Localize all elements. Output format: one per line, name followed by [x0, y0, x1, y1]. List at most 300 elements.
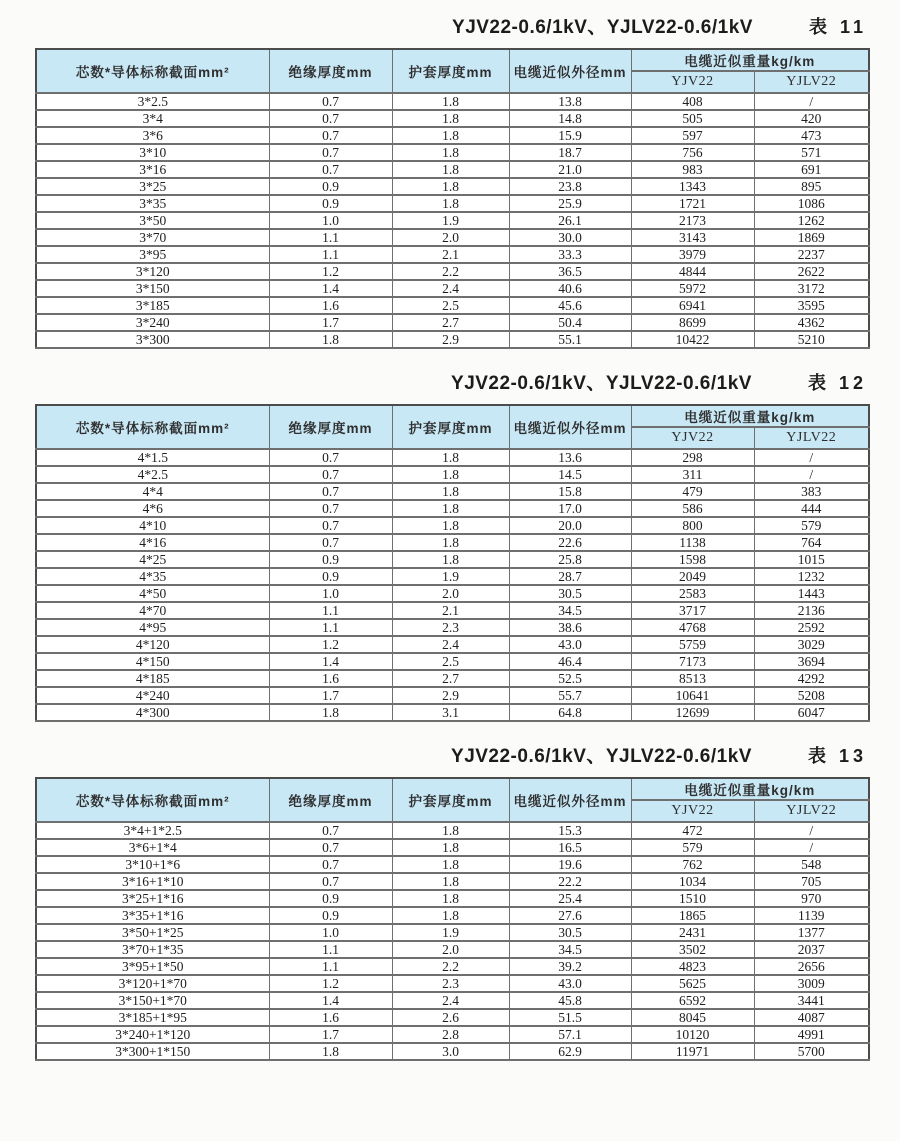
sheath-cell: 2.1	[392, 246, 509, 263]
col-header-diameter: 电缆近似外径mm	[509, 49, 631, 93]
sheath-cell: 2.0	[392, 229, 509, 246]
insulation-cell: 0.7	[269, 161, 392, 178]
yjlv22-weight-cell: 579	[754, 517, 869, 534]
table-row	[36, 907, 869, 924]
sheath-cell: 2.5	[392, 653, 509, 670]
diameter-cell: 38.6	[509, 619, 631, 636]
sheath-cell: 2.7	[392, 314, 509, 331]
yjv22-weight-cell: 408	[631, 93, 754, 110]
table-row	[36, 856, 869, 873]
col-header-yjv22: YJV22	[631, 427, 754, 449]
table-row	[36, 314, 869, 331]
insulation-cell: 1.7	[269, 1026, 392, 1043]
table-row	[36, 958, 869, 975]
table-title-row	[0, 368, 900, 395]
diameter-cell: 15.9	[509, 127, 631, 144]
yjlv22-weight-cell: 1377	[754, 924, 869, 941]
table-section-13	[0, 741, 900, 1061]
spec-cell: 3*300+1*150	[36, 1043, 269, 1060]
table-row	[36, 653, 869, 670]
diameter-cell: 45.8	[509, 992, 631, 1009]
yjlv22-weight-cell: /	[754, 839, 869, 856]
yjv22-weight-cell: 8045	[631, 1009, 754, 1026]
yjlv22-weight-cell: 2656	[754, 958, 869, 975]
diameter-cell: 62.9	[509, 1043, 631, 1060]
table-row	[36, 127, 869, 144]
spec-cell: 3*10+1*6	[36, 856, 269, 873]
yjv22-weight-cell: 1721	[631, 195, 754, 212]
diameter-cell: 25.4	[509, 890, 631, 907]
insulation-cell: 0.9	[269, 551, 392, 568]
yjv22-weight-cell: 597	[631, 127, 754, 144]
yjlv22-weight-cell: 473	[754, 127, 869, 144]
yjlv22-weight-cell: 383	[754, 483, 869, 500]
spec-cell: 3*150+1*70	[36, 992, 269, 1009]
table-row	[36, 687, 869, 704]
insulation-cell: 1.1	[269, 602, 392, 619]
yjv22-weight-cell: 1598	[631, 551, 754, 568]
yjlv22-weight-cell: 2136	[754, 602, 869, 619]
table-row	[36, 924, 869, 941]
yjv22-weight-cell: 2049	[631, 568, 754, 585]
sheath-cell: 2.5	[392, 297, 509, 314]
diameter-cell: 30.5	[509, 585, 631, 602]
table-row	[36, 500, 869, 517]
yjv22-weight-cell: 983	[631, 161, 754, 178]
insulation-cell: 1.0	[269, 924, 392, 941]
diameter-cell: 22.2	[509, 873, 631, 890]
diameter-cell: 34.5	[509, 602, 631, 619]
cable-spec-table	[35, 777, 870, 1061]
insulation-cell: 0.7	[269, 449, 392, 466]
table-row	[36, 992, 869, 1009]
yjv22-weight-cell: 756	[631, 144, 754, 161]
diameter-cell: 27.6	[509, 907, 631, 924]
diameter-cell: 15.8	[509, 483, 631, 500]
spec-cell: 4*95	[36, 619, 269, 636]
spec-cell: 3*70	[36, 229, 269, 246]
insulation-cell: 1.6	[269, 297, 392, 314]
diameter-cell: 28.7	[509, 568, 631, 585]
yjv22-weight-cell: 1343	[631, 178, 754, 195]
yjlv22-weight-cell: 3595	[754, 297, 869, 314]
insulation-cell: 0.7	[269, 873, 392, 890]
yjv22-weight-cell: 298	[631, 449, 754, 466]
table-row	[36, 195, 869, 212]
table-number: 表 13	[807, 745, 867, 766]
table-title: YJV22-0.6/1kV、YJLV22-0.6/1kV	[452, 17, 753, 38]
sheath-cell: 1.8	[392, 466, 509, 483]
table-row	[36, 873, 869, 890]
col-header-weight: 电缆近似重量kg/km	[631, 405, 869, 427]
table-row	[36, 331, 869, 348]
table-row	[36, 619, 869, 636]
spec-cell: 4*16	[36, 534, 269, 551]
table-row	[36, 568, 869, 585]
diameter-cell: 21.0	[509, 161, 631, 178]
sheath-cell: 1.8	[392, 144, 509, 161]
col-header-insulation: 绝缘厚度mm	[269, 405, 392, 449]
diameter-cell: 33.3	[509, 246, 631, 263]
insulation-cell: 0.7	[269, 822, 392, 839]
table-row	[36, 483, 869, 500]
yjlv22-weight-cell: 420	[754, 110, 869, 127]
diameter-cell: 55.1	[509, 331, 631, 348]
table-row	[36, 263, 869, 280]
insulation-cell: 0.7	[269, 110, 392, 127]
spec-cell: 3*50+1*25	[36, 924, 269, 941]
spec-cell: 3*95	[36, 246, 269, 263]
yjv22-weight-cell: 1865	[631, 907, 754, 924]
diameter-cell: 14.5	[509, 466, 631, 483]
col-header-spec: 芯数*导体标称截面mm²	[36, 49, 269, 93]
yjlv22-weight-cell: /	[754, 93, 869, 110]
insulation-cell: 0.7	[269, 856, 392, 873]
diameter-cell: 30.0	[509, 229, 631, 246]
yjlv22-weight-cell: 4292	[754, 670, 869, 687]
insulation-cell: 0.7	[269, 144, 392, 161]
sheath-cell: 1.8	[392, 110, 509, 127]
cable-spec-table	[35, 48, 870, 349]
col-header-sheath: 护套厚度mm	[392, 778, 509, 822]
insulation-cell: 1.8	[269, 704, 392, 721]
table-row	[36, 585, 869, 602]
yjlv22-weight-cell: 4362	[754, 314, 869, 331]
insulation-cell: 1.1	[269, 246, 392, 263]
sheath-cell: 1.8	[392, 873, 509, 890]
spec-cell: 3*50	[36, 212, 269, 229]
yjv22-weight-cell: 800	[631, 517, 754, 534]
table-body	[36, 822, 869, 1060]
diameter-cell: 57.1	[509, 1026, 631, 1043]
yjlv22-weight-cell: 1086	[754, 195, 869, 212]
insulation-cell: 1.4	[269, 280, 392, 297]
insulation-cell: 1.1	[269, 229, 392, 246]
insulation-cell: 0.9	[269, 178, 392, 195]
col-header-yjlv22: YJLV22	[754, 71, 869, 93]
insulation-cell: 0.7	[269, 127, 392, 144]
diameter-cell: 36.5	[509, 263, 631, 280]
diameter-cell: 15.3	[509, 822, 631, 839]
sheath-cell: 2.3	[392, 975, 509, 992]
sheath-cell: 1.8	[392, 907, 509, 924]
yjv22-weight-cell: 5972	[631, 280, 754, 297]
sheath-cell: 2.1	[392, 602, 509, 619]
table-row	[36, 975, 869, 992]
yjlv22-weight-cell: 1139	[754, 907, 869, 924]
col-header-weight: 电缆近似重量kg/km	[631, 49, 869, 71]
spec-cell: 3*6+1*4	[36, 839, 269, 856]
insulation-cell: 1.2	[269, 636, 392, 653]
yjlv22-weight-cell: 1443	[754, 585, 869, 602]
spec-cell: 3*10	[36, 144, 269, 161]
yjv22-weight-cell: 3502	[631, 941, 754, 958]
yjlv22-weight-cell: 3009	[754, 975, 869, 992]
yjv22-weight-cell: 505	[631, 110, 754, 127]
spec-cell: 4*300	[36, 704, 269, 721]
yjv22-weight-cell: 7173	[631, 653, 754, 670]
yjv22-weight-cell: 5625	[631, 975, 754, 992]
yjv22-weight-cell: 10120	[631, 1026, 754, 1043]
insulation-cell: 0.9	[269, 890, 392, 907]
table-row	[36, 449, 869, 466]
insulation-cell: 1.4	[269, 992, 392, 1009]
yjlv22-weight-cell: /	[754, 822, 869, 839]
yjlv22-weight-cell: 705	[754, 873, 869, 890]
yjv22-weight-cell: 2173	[631, 212, 754, 229]
yjlv22-weight-cell: 895	[754, 178, 869, 195]
table-row	[36, 178, 869, 195]
spec-cell: 3*70+1*35	[36, 941, 269, 958]
insulation-cell: 1.2	[269, 975, 392, 992]
col-header-diameter: 电缆近似外径mm	[509, 405, 631, 449]
col-header-diameter: 电缆近似外径mm	[509, 778, 631, 822]
insulation-cell: 1.8	[269, 331, 392, 348]
spec-cell: 3*35+1*16	[36, 907, 269, 924]
insulation-cell: 0.7	[269, 500, 392, 517]
yjlv22-weight-cell: 970	[754, 890, 869, 907]
spec-cell: 4*35	[36, 568, 269, 585]
table-title: YJV22-0.6/1kV、YJLV22-0.6/1kV	[451, 746, 752, 767]
yjv22-weight-cell: 479	[631, 483, 754, 500]
col-header-spec: 芯数*导体标称截面mm²	[36, 405, 269, 449]
table-row	[36, 212, 869, 229]
col-header-yjlv22: YJLV22	[754, 427, 869, 449]
yjv22-weight-cell: 762	[631, 856, 754, 873]
spec-cell: 3*6	[36, 127, 269, 144]
diameter-cell: 40.6	[509, 280, 631, 297]
diameter-cell: 13.6	[509, 449, 631, 466]
table-row	[36, 551, 869, 568]
spec-cell: 3*35	[36, 195, 269, 212]
diameter-cell: 43.0	[509, 975, 631, 992]
spec-cell: 4*240	[36, 687, 269, 704]
yjv22-weight-cell: 10641	[631, 687, 754, 704]
spec-cell: 3*240	[36, 314, 269, 331]
sheath-cell: 3.0	[392, 1043, 509, 1060]
sheath-cell: 1.8	[392, 161, 509, 178]
insulation-cell: 0.7	[269, 483, 392, 500]
diameter-cell: 55.7	[509, 687, 631, 704]
spec-cell: 3*120	[36, 263, 269, 280]
yjlv22-weight-cell: 1262	[754, 212, 869, 229]
insulation-cell: 0.7	[269, 839, 392, 856]
yjlv22-weight-cell: 5208	[754, 687, 869, 704]
yjlv22-weight-cell: 3694	[754, 653, 869, 670]
col-header-yjv22: YJV22	[631, 71, 754, 93]
table-row	[36, 670, 869, 687]
yjlv22-weight-cell: /	[754, 466, 869, 483]
yjlv22-weight-cell: 3441	[754, 992, 869, 1009]
diameter-cell: 25.8	[509, 551, 631, 568]
diameter-cell: 17.0	[509, 500, 631, 517]
spec-cell: 4*25	[36, 551, 269, 568]
spec-cell: 4*1.5	[36, 449, 269, 466]
yjv22-weight-cell: 6941	[631, 297, 754, 314]
spec-cell: 3*25+1*16	[36, 890, 269, 907]
table-row	[36, 941, 869, 958]
yjv22-weight-cell: 11971	[631, 1043, 754, 1060]
yjv22-weight-cell: 10422	[631, 331, 754, 348]
yjlv22-weight-cell: 6047	[754, 704, 869, 721]
col-header-sheath: 护套厚度mm	[392, 405, 509, 449]
sheath-cell: 2.9	[392, 331, 509, 348]
spec-cell: 3*4	[36, 110, 269, 127]
sheath-cell: 2.4	[392, 636, 509, 653]
yjlv22-weight-cell: 3172	[754, 280, 869, 297]
table-row	[36, 517, 869, 534]
sheath-cell: 2.4	[392, 280, 509, 297]
table-row	[36, 636, 869, 653]
sheath-cell: 2.2	[392, 263, 509, 280]
table-body	[36, 93, 869, 348]
yjlv22-weight-cell: 691	[754, 161, 869, 178]
sheath-cell: 1.8	[392, 127, 509, 144]
yjlv22-weight-cell: 4087	[754, 1009, 869, 1026]
yjlv22-weight-cell: 1232	[754, 568, 869, 585]
yjlv22-weight-cell: 444	[754, 500, 869, 517]
insulation-cell: 0.7	[269, 466, 392, 483]
sheath-cell: 1.8	[392, 822, 509, 839]
sheath-cell: 1.8	[392, 856, 509, 873]
sheath-cell: 1.8	[392, 551, 509, 568]
yjv22-weight-cell: 2583	[631, 585, 754, 602]
diameter-cell: 43.0	[509, 636, 631, 653]
insulation-cell: 1.1	[269, 958, 392, 975]
yjv22-weight-cell: 1034	[631, 873, 754, 890]
yjv22-weight-cell: 12699	[631, 704, 754, 721]
insulation-cell: 1.6	[269, 1009, 392, 1026]
table-row	[36, 704, 869, 721]
yjlv22-weight-cell: 2592	[754, 619, 869, 636]
yjlv22-weight-cell: 1869	[754, 229, 869, 246]
spec-cell: 3*185	[36, 297, 269, 314]
yjlv22-weight-cell: 5210	[754, 331, 869, 348]
table-number: 表 11	[808, 16, 867, 37]
diameter-cell: 22.6	[509, 534, 631, 551]
yjlv22-weight-cell: 1015	[754, 551, 869, 568]
yjv22-weight-cell: 6592	[631, 992, 754, 1009]
yjlv22-weight-cell: 548	[754, 856, 869, 873]
insulation-cell: 1.2	[269, 263, 392, 280]
table-row	[36, 1026, 869, 1043]
insulation-cell: 1.4	[269, 653, 392, 670]
table-row	[36, 246, 869, 263]
col-header-spec: 芯数*导体标称截面mm²	[36, 778, 269, 822]
table-title: YJV22-0.6/1kV、YJLV22-0.6/1kV	[451, 373, 752, 394]
table-number: 表 12	[807, 372, 867, 393]
spec-cell: 4*150	[36, 653, 269, 670]
yjlv22-weight-cell: 4991	[754, 1026, 869, 1043]
insulation-cell: 0.9	[269, 568, 392, 585]
diameter-cell: 13.8	[509, 93, 631, 110]
sheath-cell: 1.8	[392, 483, 509, 500]
diameter-cell: 34.5	[509, 941, 631, 958]
sheath-cell: 2.8	[392, 1026, 509, 1043]
sheath-cell: 2.2	[392, 958, 509, 975]
sheath-cell: 1.9	[392, 924, 509, 941]
sheath-cell: 1.8	[392, 178, 509, 195]
insulation-cell: 1.0	[269, 585, 392, 602]
col-header-weight: 电缆近似重量kg/km	[631, 778, 869, 800]
table-row	[36, 144, 869, 161]
insulation-cell: 1.7	[269, 687, 392, 704]
spec-cell: 4*70	[36, 602, 269, 619]
yjv22-weight-cell: 472	[631, 822, 754, 839]
table-section-12	[0, 368, 900, 722]
insulation-cell: 1.1	[269, 619, 392, 636]
sheath-cell: 2.0	[392, 585, 509, 602]
table-row	[36, 822, 869, 839]
yjv22-weight-cell: 3979	[631, 246, 754, 263]
diameter-cell: 46.4	[509, 653, 631, 670]
table-row	[36, 466, 869, 483]
insulation-cell: 0.9	[269, 907, 392, 924]
table-row	[36, 110, 869, 127]
spec-cell: 3*25	[36, 178, 269, 195]
insulation-cell: 1.8	[269, 1043, 392, 1060]
yjv22-weight-cell: 2431	[631, 924, 754, 941]
sheath-cell: 1.8	[392, 839, 509, 856]
col-header-insulation: 绝缘厚度mm	[269, 49, 392, 93]
spec-cell: 3*2.5	[36, 93, 269, 110]
spec-cell: 3*185+1*95	[36, 1009, 269, 1026]
insulation-cell: 1.7	[269, 314, 392, 331]
yjv22-weight-cell: 1510	[631, 890, 754, 907]
spec-cell: 3*120+1*70	[36, 975, 269, 992]
yjlv22-weight-cell: 3029	[754, 636, 869, 653]
insulation-cell: 1.6	[269, 670, 392, 687]
diameter-cell: 50.4	[509, 314, 631, 331]
spec-cell: 3*16	[36, 161, 269, 178]
sheath-cell: 1.9	[392, 568, 509, 585]
sheath-cell: 1.8	[392, 890, 509, 907]
table-row	[36, 280, 869, 297]
sheath-cell: 2.4	[392, 992, 509, 1009]
col-header-yjlv22: YJLV22	[754, 800, 869, 822]
sheath-cell: 1.8	[392, 93, 509, 110]
table-section-11	[0, 12, 900, 349]
spec-cell: 4*10	[36, 517, 269, 534]
table-title-row	[0, 741, 900, 768]
diameter-cell: 26.1	[509, 212, 631, 229]
sheath-cell: 2.7	[392, 670, 509, 687]
yjv22-weight-cell: 311	[631, 466, 754, 483]
yjv22-weight-cell: 3717	[631, 602, 754, 619]
spec-cell: 3*240+1*120	[36, 1026, 269, 1043]
diameter-cell: 51.5	[509, 1009, 631, 1026]
table-row	[36, 839, 869, 856]
sheath-cell: 1.8	[392, 449, 509, 466]
yjv22-weight-cell: 586	[631, 500, 754, 517]
diameter-cell: 20.0	[509, 517, 631, 534]
table-row	[36, 161, 869, 178]
sheath-cell: 1.8	[392, 534, 509, 551]
spec-cell: 3*4+1*2.5	[36, 822, 269, 839]
insulation-cell: 1.1	[269, 941, 392, 958]
sheath-cell: 1.8	[392, 500, 509, 517]
diameter-cell: 18.7	[509, 144, 631, 161]
spec-cell: 3*16+1*10	[36, 873, 269, 890]
diameter-cell: 64.8	[509, 704, 631, 721]
yjv22-weight-cell: 8513	[631, 670, 754, 687]
diameter-cell: 45.6	[509, 297, 631, 314]
yjv22-weight-cell: 579	[631, 839, 754, 856]
insulation-cell: 0.9	[269, 195, 392, 212]
insulation-cell: 0.7	[269, 517, 392, 534]
spec-cell: 4*50	[36, 585, 269, 602]
yjlv22-weight-cell: 764	[754, 534, 869, 551]
